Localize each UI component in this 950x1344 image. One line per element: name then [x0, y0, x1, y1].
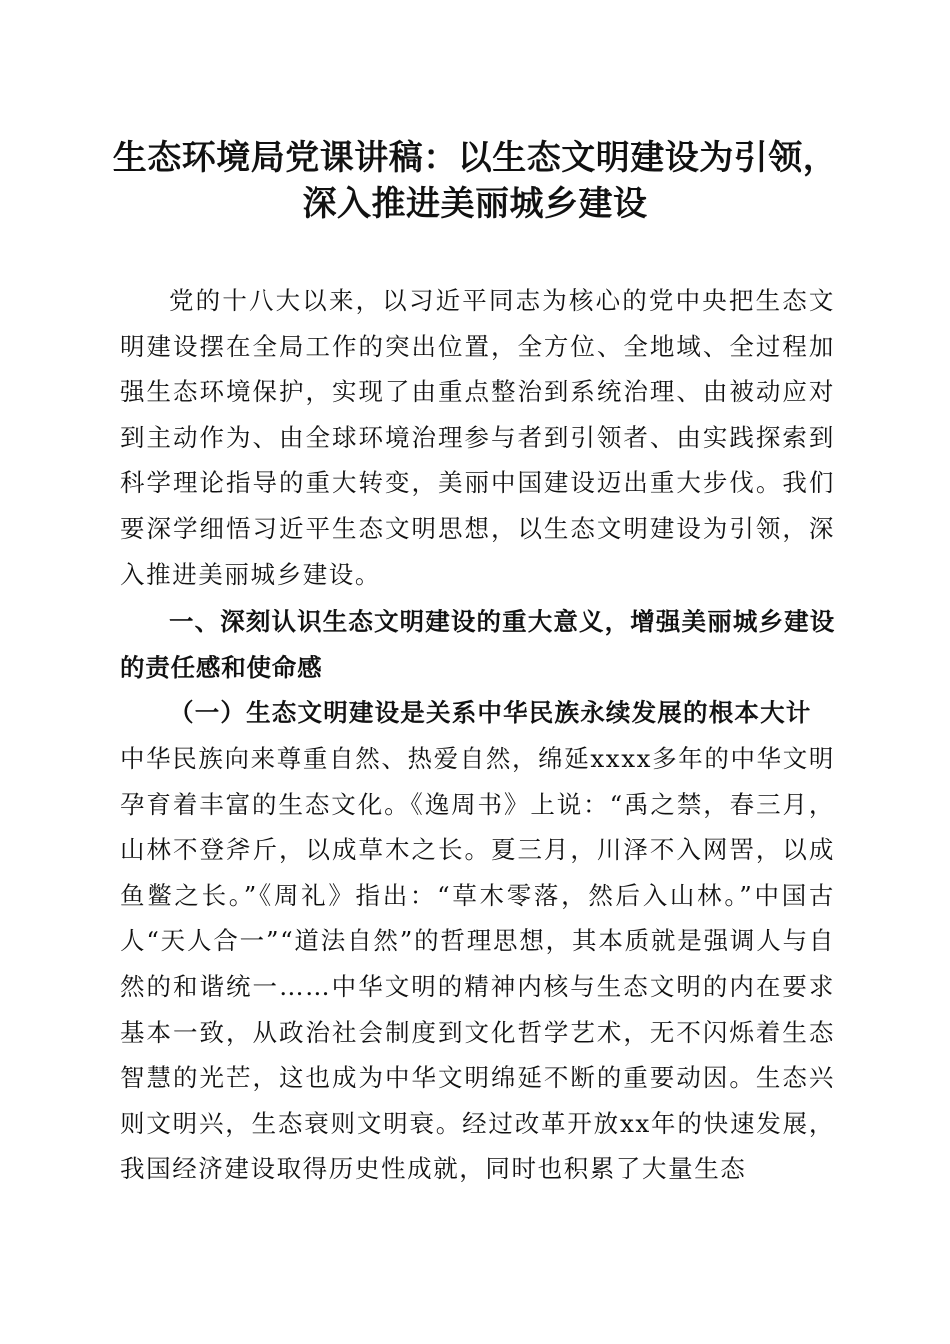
document-body	[120, 278, 835, 1192]
intro-paragraph: 党的十八大以来，以习近平同志为核心的党中央把生态文明建设摆在全局工作的突出位置，全方位、全地域、全过程加强生态环境保护，实现了由重点整治到系统治理、由被动应对到主动作为、由全球环境治理参与者到引领者、由实践探索到科学理论指导的重大转变，美丽中国建设迈出重大步伐。我们要深学细悟习近平生态文明思想，以生态文明建设为引领，深入推进美丽城乡建设。	[120, 286, 835, 589]
title-line-1: 生态环境局党课讲稿：以生态文明建设为引领，	[112, 138, 838, 178]
subsection-heading-1: （一）生态文明建设是关系中华民族永续发展的根本大计	[169, 698, 812, 728]
title-line-2: 深入推进美丽城乡建设	[302, 184, 648, 224]
document-title	[100, 135, 850, 227]
section-heading-1: 一、深刻认识生态文明建设的重大意义，增强美丽城乡建设的责任感和使命感	[120, 607, 835, 682]
subsection-paragraph-1: 中华民族向来尊重自然、热爱自然，绵延xxxx多年的中华文明孕育着丰富的生态文化。《逸周书》上说：“禹之禁，春三月，山林不登斧斤，以成草木之长。夏三月，川泽不入网罟，以成鱼鳖之长。”《周礼》指出：“草木零落，然后入山林。”中国古人“天人合一”“道法自然”的哲理思想，其本质就是强调人与自然的和谐统一……中华文明的精神内核与生态文明的内在要求基本一致，从政治社会制度到文化哲学艺术，无不闪烁着生态智慧的光芒，这也成为中华文明绵延不断的重要动因。生态兴则文明兴，生态衰则文明衰。经过改革开放xx年的快速发展，我国经济建设取得历史性成就，同时也积累了大量生态	[120, 743, 835, 1184]
